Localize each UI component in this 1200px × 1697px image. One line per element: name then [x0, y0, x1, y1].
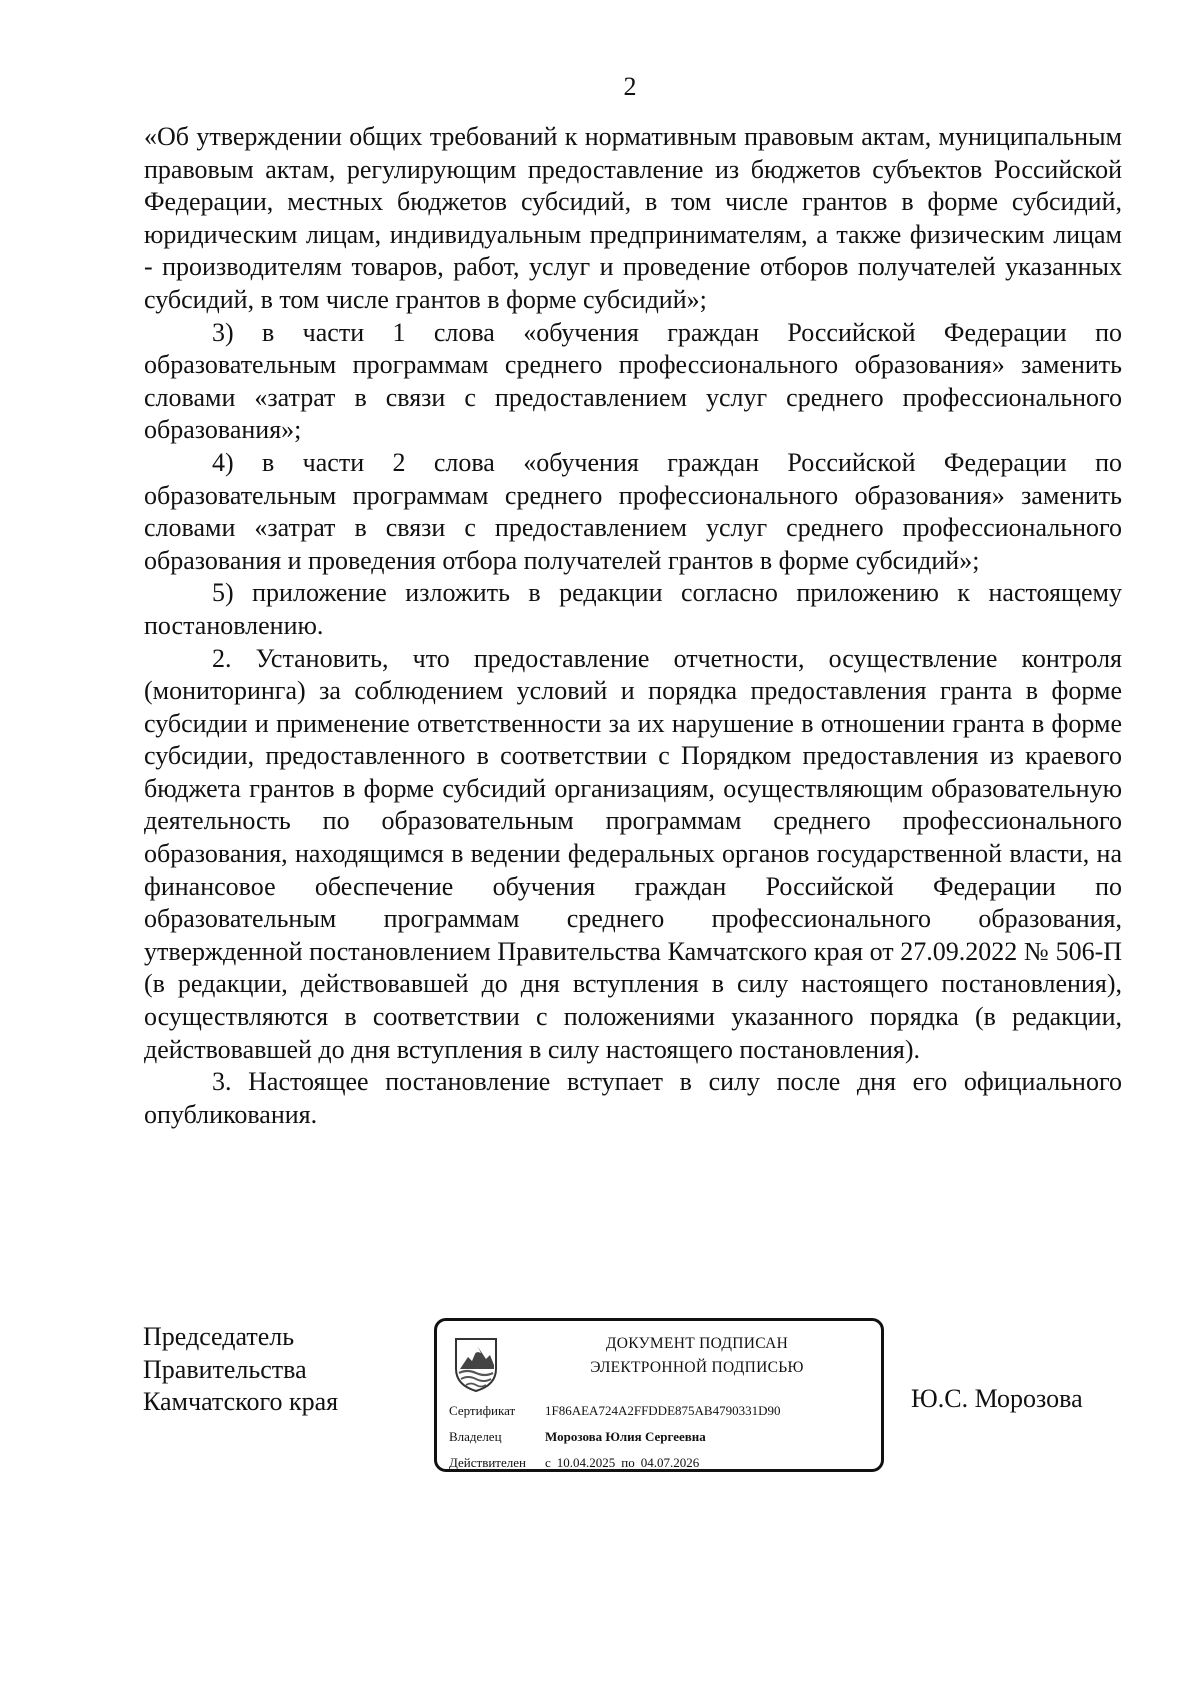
owner-label: Владелец	[449, 1429, 502, 1444]
signer-title-line: Председатель	[143, 1322, 295, 1351]
stamp-certificate-row	[449, 1403, 780, 1419]
valid-label: Действителен	[449, 1455, 526, 1470]
paragraph-section-2: 2. Установить, что предоставление отчетности, осуществление контроля (мониторинга) за соблюдением условий и порядка предоставления гранта в форме субсидии и применение ответственности за их нарушение в отношении гранта в форме субсидии, предоставленного в соответствии с Порядком предоставления из краевого бюджета грантов в форме субсидий организациям, осуществляющим образовательную деятельность по образовательным программам среднего профессионального образования, находящимся в ведении федеральных органов государственной власти, на финансовое обеспечение обучения граждан Российской Федерации по образовательным программам среднего профессионального образования, утвержденной постановлением Правительства Камчатского края от 27.09.2022 № 506-П (в редакции, действовавшей до дня вступления в силу настоящего постановления), осуществляются в соответствии с положениями указанного порядка (в редакции, действовавшей до дня вступления в силу настоящего постановления).	[144, 643, 1122, 1064]
page-number: 2	[623, 72, 637, 101]
document-body	[144, 121, 1122, 1131]
owner-value: Морозова Юлия Сергеевна	[545, 1429, 706, 1444]
paragraph-item-3: 3) в части 1 слова «обучения граждан Российской Федерации по образовательным программам среднего профессионального образования» заменить словами «затрат в связи с предоставлением услуг среднего профессионального образования»;	[144, 317, 1122, 445]
stamp-owner-row	[449, 1429, 706, 1445]
signer-name: Ю.С. Морозова	[911, 1384, 1083, 1413]
stamp-heading: ДОКУМЕНТ ПОДПИСАН	[605, 1335, 789, 1352]
certificate-value: 1F86AEA724A2FFDDE875AB4790331D90	[545, 1403, 781, 1418]
signer-title-line: Камчатского края	[143, 1387, 339, 1416]
signer-title	[143, 1321, 338, 1419]
certificate-label: Сертификат	[449, 1403, 516, 1418]
valid-to: 04.07.2026	[640, 1455, 700, 1470]
kamchatka-emblem-icon	[452, 1335, 500, 1393]
signer-title-line: Правительства	[143, 1354, 307, 1384]
valid-from: 10.04.2025	[556, 1455, 616, 1470]
paragraph-continuation: «Об утверждении общих требований к нормативным правовым актам, муниципальным правовым актам, регулирующим предоставление из бюджетов субъектов Российской Федерации, местных бюджетов субсидий, в том числе грантов в форме субсидий, юридическим лицам, индивидуальным предпринимателям, а также физическим лицам - производителям товаров, работ, услуг и проведение отборов получателей указанных субсидий, в том числе грантов в форме субсидий»;	[144, 122, 1122, 314]
paragraph-item-5: 5) приложение изложить в редакции согласно приложению к настоящему постановлению.	[144, 578, 1122, 640]
valid-to-prefix: по	[621, 1455, 635, 1470]
valid-from-prefix: с	[545, 1455, 551, 1470]
paragraph-item-4: 4) в части 2 слова «обучения граждан Российской Федерации по образовательным программам среднего профессионального образования» заменить словами «затрат в связи с предоставлением услуг среднего профессионального образования и проведения отбора получателей грантов в форме субсидий»;	[144, 447, 1122, 575]
electronic-signature-stamp	[434, 1318, 884, 1472]
stamp-heading: ЭЛЕКТРОННОЙ ПОДПИСЬЮ	[590, 1359, 804, 1376]
stamp-validity-row	[449, 1455, 699, 1471]
paragraph-section-3: 3. Настоящее постановление вступает в силу после дня его официального опубликования.	[144, 1067, 1122, 1129]
